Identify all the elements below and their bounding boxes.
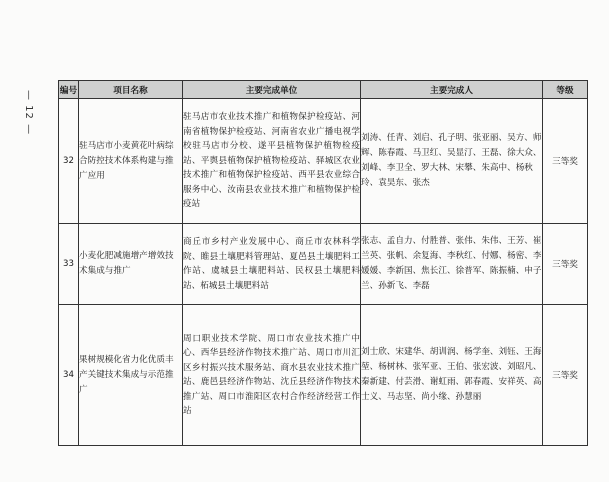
page-number: — 12 — bbox=[23, 90, 34, 136]
award-grade: 三等奖 bbox=[543, 305, 588, 446]
main-units: 周口职业技术学院、周口市农业技术推广中心、西华县经济作物技术推广站、周口市川汇区乡村振兴技术服务站、商水县农业技术推广站、鹿邑县经济作物站、沈丘县经济作物技术推广站、周口市淮阳区农村合作经济经营工作站 bbox=[183, 305, 361, 446]
row-number: 32 bbox=[59, 99, 79, 224]
main-people: 刘士欣、宋建华、胡训润、杨学奎、刘钰、王海堃、杨树林、张军亚、王伯、张宏波、刘昭凡、秦新建、付芸滑、谢虹雨、郭春霞、安祥英、高士义、马志坚、尚小缘、孙慧丽 bbox=[361, 305, 543, 446]
awards-table bbox=[58, 80, 588, 446]
header-project-name: 项目名称 bbox=[79, 81, 183, 99]
main-people: 张志、孟自力、付胜普、张伟、朱伟、王芳、崔兰英、张帆、余复海、李秋红、付娜、杨密、李媛媛、李新国、焦长江、徐普军、陈振楠、申子兰、孙新飞、李磊 bbox=[361, 224, 543, 305]
award-grade: 三等奖 bbox=[543, 99, 588, 224]
header-no: 编号 bbox=[59, 81, 79, 99]
project-name: 驻马店市小麦黄花叶病综合防控技术体系构建与推广应用 bbox=[79, 99, 183, 224]
table-row bbox=[59, 305, 588, 446]
project-name: 小麦化肥减施增产增效技术集成与推广 bbox=[79, 224, 183, 305]
table-row bbox=[59, 99, 588, 224]
row-number: 34 bbox=[59, 305, 79, 446]
table-header-row bbox=[59, 81, 588, 99]
award-grade: 三等奖 bbox=[543, 224, 588, 305]
main-units: 驻马店市农业技术推广和植物保护检疫站、河南省植物保护检疫站、河南省农业广播电视学校驻马店市分校、遂平县植物保护植物检疫站、平舆县植物保护植物检疫站、驿城区农业技术推广和植物保护检疫站、西平县农业综合服务中心、汝南县农业技术推广和植物保护检疫站 bbox=[183, 99, 361, 224]
header-main-people: 主要完成人 bbox=[361, 81, 543, 99]
row-number: 33 bbox=[59, 224, 79, 305]
project-name: 果树规模化省力化优质丰产关键技术集成与示范推广 bbox=[79, 305, 183, 446]
table-row bbox=[59, 224, 588, 305]
header-grade: 等级 bbox=[543, 81, 588, 99]
main-units: 商丘市乡村产业发展中心、商丘市农林科学院、睢县土壤肥料管理站、夏邑县土壤肥料工作站、虞城县土壤肥料站、民权县土壤肥料站、柘城县土壤肥料站 bbox=[183, 224, 361, 305]
main-people: 刘涛、任青、刘启、孔子明、张亚丽、吴方、师辉、陈春霞、马卫红、吴显汀、王磊、徐大众、刘峰、李卫全、罗大林、宋攀、朱高中、杨秋玲、袁昊东、张杰 bbox=[361, 99, 543, 224]
header-main-units: 主要完成单位 bbox=[183, 81, 361, 99]
